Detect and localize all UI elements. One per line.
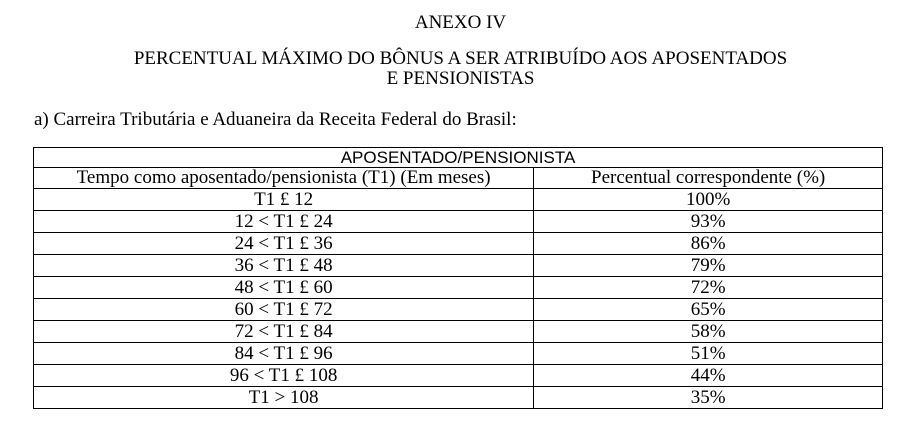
table-row: [34, 299, 883, 321]
cell-tempo: T1 > 108: [34, 387, 534, 409]
cell-tempo: 48 < T1 £ 60: [34, 277, 534, 299]
cell-percentual: 44%: [534, 365, 883, 387]
annex-subtitle-line-1: PERCENTUAL MÁXIMO DO BÔNUS A SER ATRIBUÍDO AOS APOSENTADOS: [133, 48, 788, 69]
section-heading: a) Carreira Tributária e Aduaneira da Receita Federal do Brasil:: [34, 109, 517, 130]
cell-percentual: 35%: [534, 387, 883, 409]
table-header: [34, 148, 883, 189]
annex-subtitle: [0, 49, 921, 89]
cell-percentual: 79%: [534, 255, 883, 277]
cell-tempo: T1 £ 12: [34, 189, 534, 211]
cell-tempo: 60 < T1 £ 72: [34, 299, 534, 321]
table-body: [34, 189, 883, 409]
cell-tempo: 72 < T1 £ 84: [34, 321, 534, 343]
bonus-table: [33, 147, 883, 409]
table-row: [34, 387, 883, 409]
table-row: [34, 211, 883, 233]
table-row: [34, 343, 883, 365]
annex-subtitle-line-2: E PENSIONISTAS: [386, 68, 535, 89]
cell-percentual: 72%: [534, 277, 883, 299]
cell-percentual: 86%: [534, 233, 883, 255]
column-header-percentual: Percentual correspondente (%): [534, 168, 883, 189]
group-header-row: [34, 148, 883, 168]
cell-tempo: 12 < T1 £ 24: [34, 211, 534, 233]
cell-percentual: 93%: [534, 211, 883, 233]
cell-tempo: 84 < T1 £ 96: [34, 343, 534, 365]
cell-percentual: 65%: [534, 299, 883, 321]
table-row: [34, 365, 883, 387]
cell-tempo: 36 < T1 £ 48: [34, 255, 534, 277]
table-row: [34, 321, 883, 343]
table-row: [34, 255, 883, 277]
column-header-row: [34, 168, 883, 189]
cell-percentual: 51%: [534, 343, 883, 365]
column-header-tempo: Tempo como aposentado/pensionista (T1) (Em meses): [34, 168, 534, 189]
cell-tempo: 24 < T1 £ 36: [34, 233, 534, 255]
cell-percentual: 100%: [534, 189, 883, 211]
table-row: [34, 189, 883, 211]
table-row: [34, 233, 883, 255]
group-header: APOSENTADO/PENSIONISTA: [34, 148, 883, 168]
annex-title: ANEXO IV: [414, 12, 507, 33]
cell-percentual: 58%: [534, 321, 883, 343]
cell-tempo: 96 < T1 £ 108: [34, 365, 534, 387]
table-row: [34, 277, 883, 299]
